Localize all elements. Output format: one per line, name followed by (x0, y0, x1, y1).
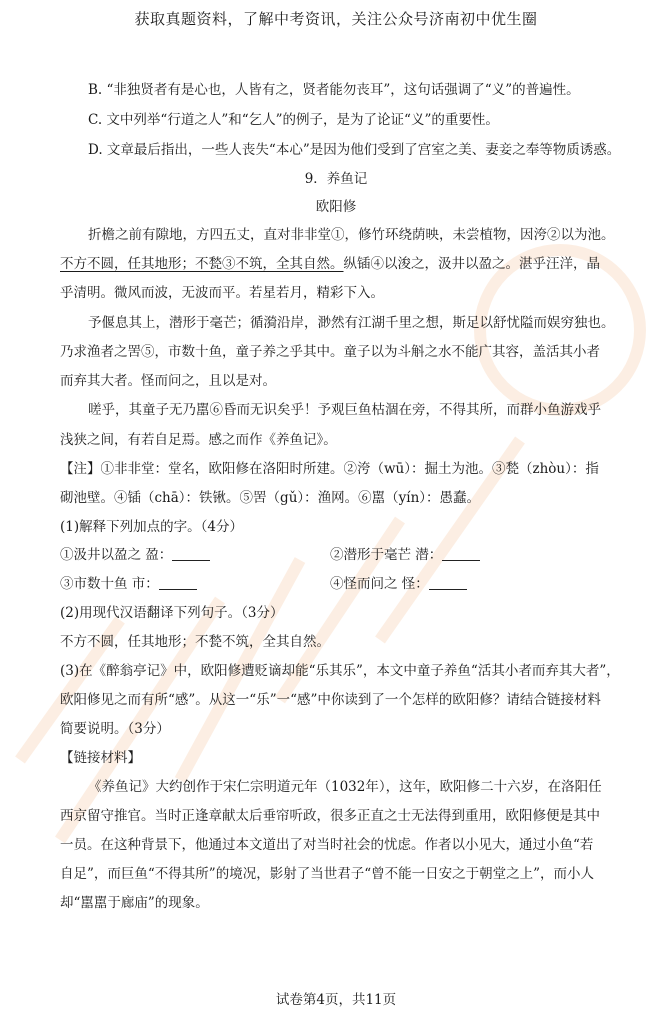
passage-line: 予偃息其上，潜形于毫芒；循漪沿岸，渺然有江湖千里之想，斯足以舒忧隘而娱穷独也。 (88, 315, 615, 331)
question-1-prompt: (1)解释下列加点的字。（4分） (60, 519, 243, 535)
passage-line: 折檐之前有隙地，方四五丈，直对非非堂①，修竹环绕荫映，未尝植物，因洿②以为池。 (88, 227, 615, 243)
question-1a-label: ①汲井以盈之 盈： (60, 547, 173, 563)
passage-line: 浅狭之间，有若自足焉。感之而作《养鱼记》。 (60, 432, 337, 448)
question-3-line: 欧阳修见之而有所“感”。从这一“乐”一“感”中你读到了一个怎样的欧阳修？请结合链接材料 (60, 692, 601, 708)
link-material-line: 一员。在这种背景下，他通过本文道出了对当时社会的忧虑。作者以小见大，通过小鱼“若 (60, 837, 594, 853)
passage-line (60, 252, 600, 272)
page-header: 获取真题资料，了解中考资讯，关注公众号济南初中优生圈 (134, 10, 538, 28)
question-1c (60, 572, 197, 592)
link-material-line: 西京留守推官。当时正逢章献太后垂帘听政，很多正直之士无法得到重用，欧阳修便是其中 (60, 808, 600, 824)
link-material-line: 自足”，而巨鱼“不得其所”的境况，影射了当世君子“曾不能一日安之于朝堂之上”，而小人 (60, 866, 595, 882)
question-3-line: 简要说明。（3分） (60, 721, 170, 737)
passage-line: 嗟乎，其童子无乃嚚⑥昏而无识矣乎！予观巨鱼枯涸在旁，不得其所，而群小鱼游戏乎 (88, 402, 601, 418)
underlined-sentence: 不方不圆，任其地形；不甃③不筑，全其自然。 (60, 256, 344, 272)
passage-line: 而弃其大者。怪而问之，且以是对。 (60, 373, 276, 389)
notes-line: 【注】①非非堂：堂名，欧阳修在洛阳时所建。②洿（wū）：掘土为池。③甃（zhòu）：指 (60, 461, 599, 477)
passage-author: 欧阳修 (315, 199, 357, 215)
passage-line: 乎清明。微风而波，无波而平。若星若月，精彩下入。 (60, 285, 384, 301)
answer-blank[interactable] (442, 548, 480, 561)
answer-blank[interactable] (159, 577, 197, 590)
option-b: B. “非独贤者有是心也，人皆有之，贤者能勿丧耳”，这句话强调了“义”的普遍性。 (88, 82, 580, 98)
question-3-line: (3)在《醉翁亭记》中，欧阳修遭贬谪却能“乐其乐”，本文中童子养鱼“活其小者而弃其大者”， (60, 663, 620, 679)
option-c: C. 文中列举“行道之人”和“乞人”的例子，是为了论证“义”的重要性。 (88, 112, 499, 128)
question-2-sentence: 不方不圆，任其地形；不甃不筑，全其自然。 (60, 634, 330, 650)
question-1c-label: ③市数十鱼 市： (60, 576, 159, 592)
question-1d-label: ④怪而问之 怪： (330, 576, 429, 592)
question-1b-label: ②潜形于毫芒 潜： (330, 547, 443, 563)
passage-line-rest: 纵锸④以浚之，汲井以盈之。湛乎汪洋，晶 (343, 256, 600, 272)
link-material-line: 《养鱼记》大约创作于宋仁宗明道元年（1032年），这年，欧阳修二十六岁，在洛阳任 (88, 779, 602, 795)
passage-line: 乃求渔者之罟⑤，市数十鱼，童子养之乎其中。童子以为斗斛之水不能广其容，盖活其小者 (60, 344, 600, 360)
answer-blank[interactable] (172, 548, 210, 561)
notes-line: 砌池壁。④锸（chā）：铁锹。⑤罟（gǔ）：渔网。⑥嚚（yín）：愚蠢。 (60, 490, 481, 506)
option-d: D. 文章最后指出，一些人丧失“本心”是因为他们受到了宫室之美、妻妾之奉等物质诱惑。 (88, 142, 621, 158)
passage-title: 9．养鱼记 (304, 171, 368, 187)
link-material-line: 却“嚚嚚于廊庙”的现象。 (60, 895, 209, 911)
question-2-prompt: (2)用现代汉语翻译下列句子。（3分） (60, 605, 284, 621)
question-1a (60, 543, 210, 563)
question-1b (330, 543, 480, 563)
question-1d (330, 572, 467, 592)
answer-blank[interactable] (429, 577, 467, 590)
link-material-title: 【链接材料】 (60, 750, 141, 766)
page-footer: 试卷第4页，共11页 (275, 992, 397, 1008)
